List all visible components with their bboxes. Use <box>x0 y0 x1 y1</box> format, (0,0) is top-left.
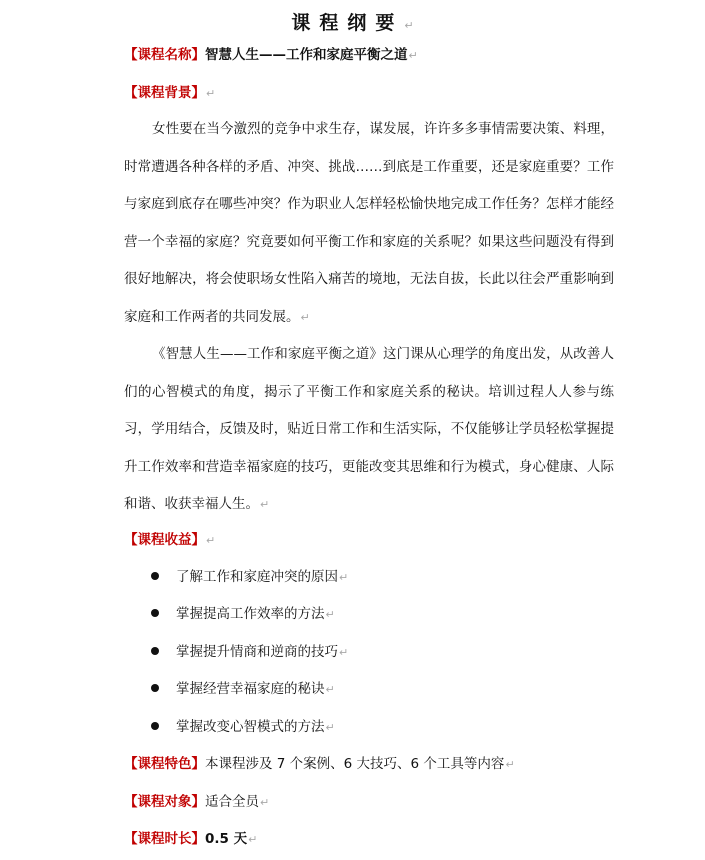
duration-label: 【课程时长】 <box>124 831 205 847</box>
title-text: 课程纲要 <box>291 12 404 34</box>
features-label: 【课程特色】 <box>124 756 205 772</box>
background-heading <box>124 83 215 104</box>
paragraph-mark-icon: ↵ <box>339 571 349 584</box>
paragraph-mark-icon: ↵ <box>248 833 258 846</box>
audience-line <box>124 792 269 813</box>
duration-line <box>124 829 257 850</box>
benefits-heading <box>124 530 215 551</box>
audience-label: 【课程对象】 <box>124 794 205 810</box>
paragraph-mark-icon: ↵ <box>260 498 270 512</box>
course-name-line <box>124 45 418 66</box>
benefit-item <box>151 642 348 663</box>
benefit-item <box>151 679 335 700</box>
background-paragraph-2 <box>124 336 614 524</box>
benefit-item-text: 掌握提高工作效率的方法 <box>176 606 325 622</box>
paragraph-mark-icon: ↵ <box>206 87 216 100</box>
benefit-item-text: 掌握改变心智模式的方法 <box>176 719 325 735</box>
benefits-label: 【课程收益】 <box>124 532 205 548</box>
benefit-item-text: 了解工作和家庭冲突的原因 <box>176 569 338 585</box>
bullet-icon <box>151 609 159 617</box>
course-name-value: 智慧人生——工作和家庭平衡之道 <box>205 47 408 63</box>
paragraph-mark-icon: ↵ <box>206 534 216 547</box>
paragraph-mark-icon: ↵ <box>325 721 335 734</box>
paragraph-mark-icon: ↵ <box>300 310 310 324</box>
paragraph-mark-icon: ↵ <box>408 49 418 62</box>
benefit-item-text: 掌握经营幸福家庭的秘诀 <box>176 681 325 697</box>
bullet-icon <box>151 647 159 655</box>
benefit-item-text: 掌握提升情商和逆商的技巧 <box>176 644 338 660</box>
paragraph-mark-icon: ↵ <box>404 19 414 32</box>
bullet-icon <box>151 684 159 692</box>
course-name-label: 【课程名称】 <box>124 47 205 63</box>
paragraph-mark-icon: ↵ <box>325 608 335 621</box>
features-value: 本课程涉及 7 个案例、6 大技巧、6 个工具等内容 <box>205 756 505 772</box>
bullet-icon <box>151 572 159 580</box>
bullet-icon <box>151 722 159 730</box>
background-paragraph-1-text: 女性要在当今激烈的竞争中求生存，谋发展，许许多多事情需要决策、料理，时常遭遇各种各样的矛盾、冲突、挑战……到底是工作重要，还是家庭重要？工作与家庭到底存在哪些冲突？作为职业人怎样轻松愉快地完成工作任务？怎样才能经营一个幸福的家庭？究竟要如何平衡工作和家庭的关系呢？如果这些问题没有得到很好地解决，将会使职场女性陷入痛苦的境地，无法自拔，长此以往会严重影响到家庭和工作两者的共同发展。 <box>124 121 614 325</box>
duration-value: 0.5 天 <box>205 831 248 847</box>
paragraph-mark-icon: ↵ <box>339 646 349 659</box>
paragraph-mark-icon: ↵ <box>505 758 515 771</box>
page-title <box>0 8 705 35</box>
benefit-item <box>151 567 348 588</box>
audience-value: 适合全员 <box>205 794 259 810</box>
background-paragraph-2-text: 《智慧人生——工作和家庭平衡之道》这门课从心理学的角度出发，从改善人们的心智模式的角度，揭示了平衡工作和家庭关系的秘诀。培训过程人人参与练习，学用结合，反馈及时，贴近日常工作和生活实际，不仅能够让学员轻松掌握提升工作效率和营造幸福家庭的技巧，更能改变其思维和行为模式，身心健康、人际和谐、收获幸福人生。 <box>124 346 614 513</box>
benefit-item <box>151 717 335 738</box>
background-paragraph-1 <box>124 111 614 337</box>
background-label: 【课程背景】 <box>124 85 205 101</box>
features-line <box>124 754 515 775</box>
benefit-item <box>151 604 335 625</box>
paragraph-mark-icon: ↵ <box>260 796 270 809</box>
paragraph-mark-icon: ↵ <box>325 683 335 696</box>
